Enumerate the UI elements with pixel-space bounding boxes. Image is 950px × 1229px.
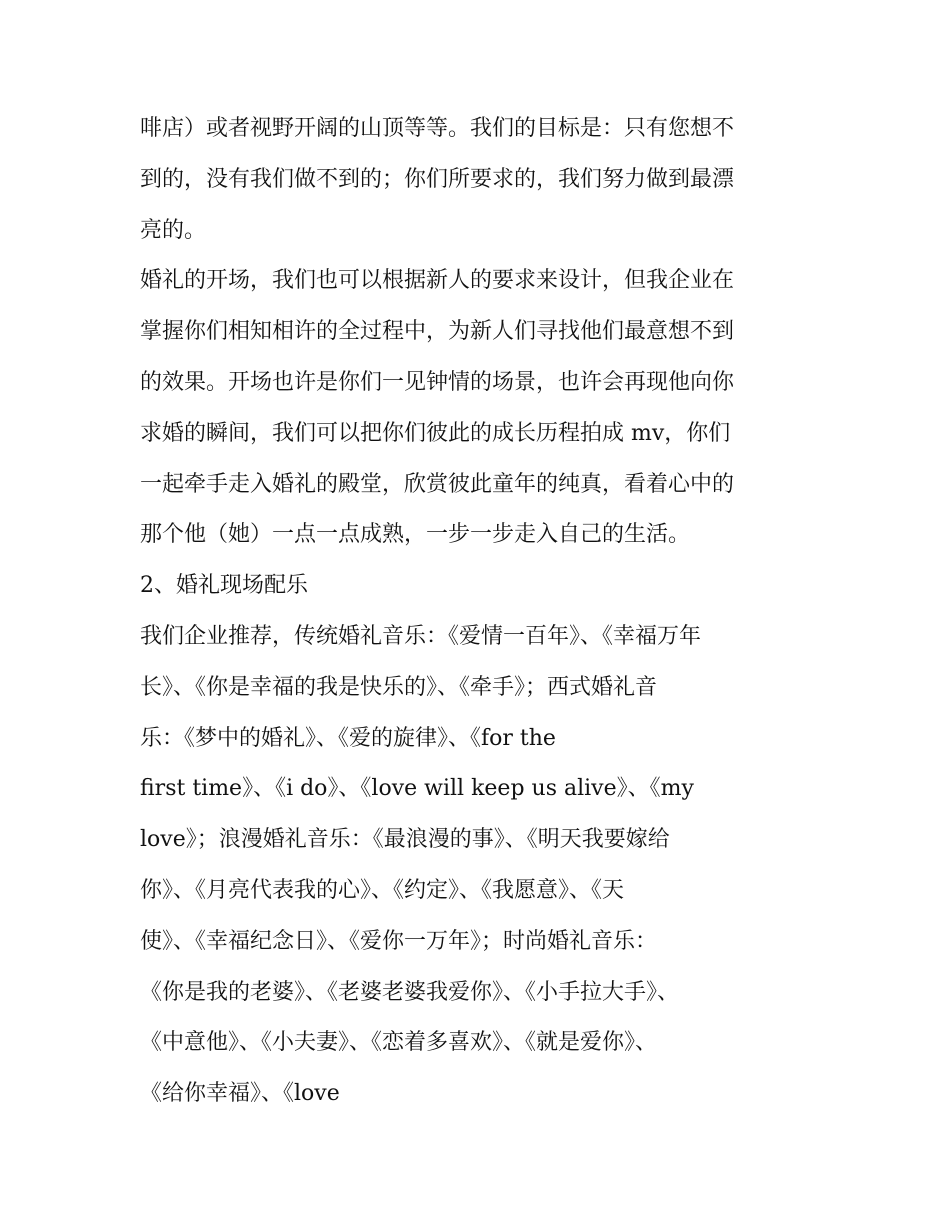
text-line: 长》、《你是幸福的我是快乐的》、《牵手》；西式婚礼音: [140, 674, 658, 700]
text-line: 啡店）或者视野开阔的山顶等等。我们的目标是：只有您想不: [140, 116, 735, 141]
text-line: 你》、《月亮代表我的心》、《约定》、《我愿意》、《天: [140, 877, 625, 903]
text-line: 亮的。: [140, 217, 207, 243]
text-line: 婚礼的开场，我们也可以根据新人的要求来设计，但我企业在: [140, 268, 735, 294]
text-line: first time》、《i do》、《love will keep us alive》、《my: [140, 776, 694, 802]
text-line: 掌握你们相知相许的全过程中，为新人们寻找他们最意想不到: [140, 319, 735, 345]
text-line: 的效果。开场也许是你们一见钟情的场景，也许会再现他向你: [140, 369, 735, 395]
text-line: 那个他（她）一点一点成熟，一步一步走入自己的生活。: [140, 522, 691, 548]
text-line: love》；浪漫婚礼音乐：《最浪漫的事》、《明天我要嫁给: [140, 827, 670, 853]
text-line: 《中意他》、《小夫妻》、《恋着多喜欢》、《就是爱你》、: [140, 1030, 658, 1056]
text-line: 一起牵手走入婚礼的殿堂，欣赏彼此童年的纯真，看着心中的: [140, 471, 735, 497]
text-line: 乐：《梦中的婚礼》、《爱的旋律》、《for the: [140, 725, 556, 751]
text-line: 《你是我的老婆》、《老婆老婆我爱你》、《小手拉大手》、: [140, 979, 680, 1005]
document-body: [140, 104, 820, 1120]
text-line: 使》、《幸福纪念日》、《爱你一万年》；时尚婚礼音乐：: [140, 928, 658, 954]
text-line: 到的，没有我们做不到的；你们所要求的，我们努力做到最漂: [140, 166, 735, 192]
text-line: 《给你幸福》、《love: [140, 1081, 340, 1107]
section-heading: 2、婚礼现场配乐: [140, 573, 308, 599]
text-line: 求婚的瞬间，我们可以把你们彼此的成长历程拍成 mv，你们: [140, 420, 731, 446]
text-line: 我们企业推荐，传统婚礼音乐：《爱情一百年》、《幸福万年: [140, 623, 702, 649]
